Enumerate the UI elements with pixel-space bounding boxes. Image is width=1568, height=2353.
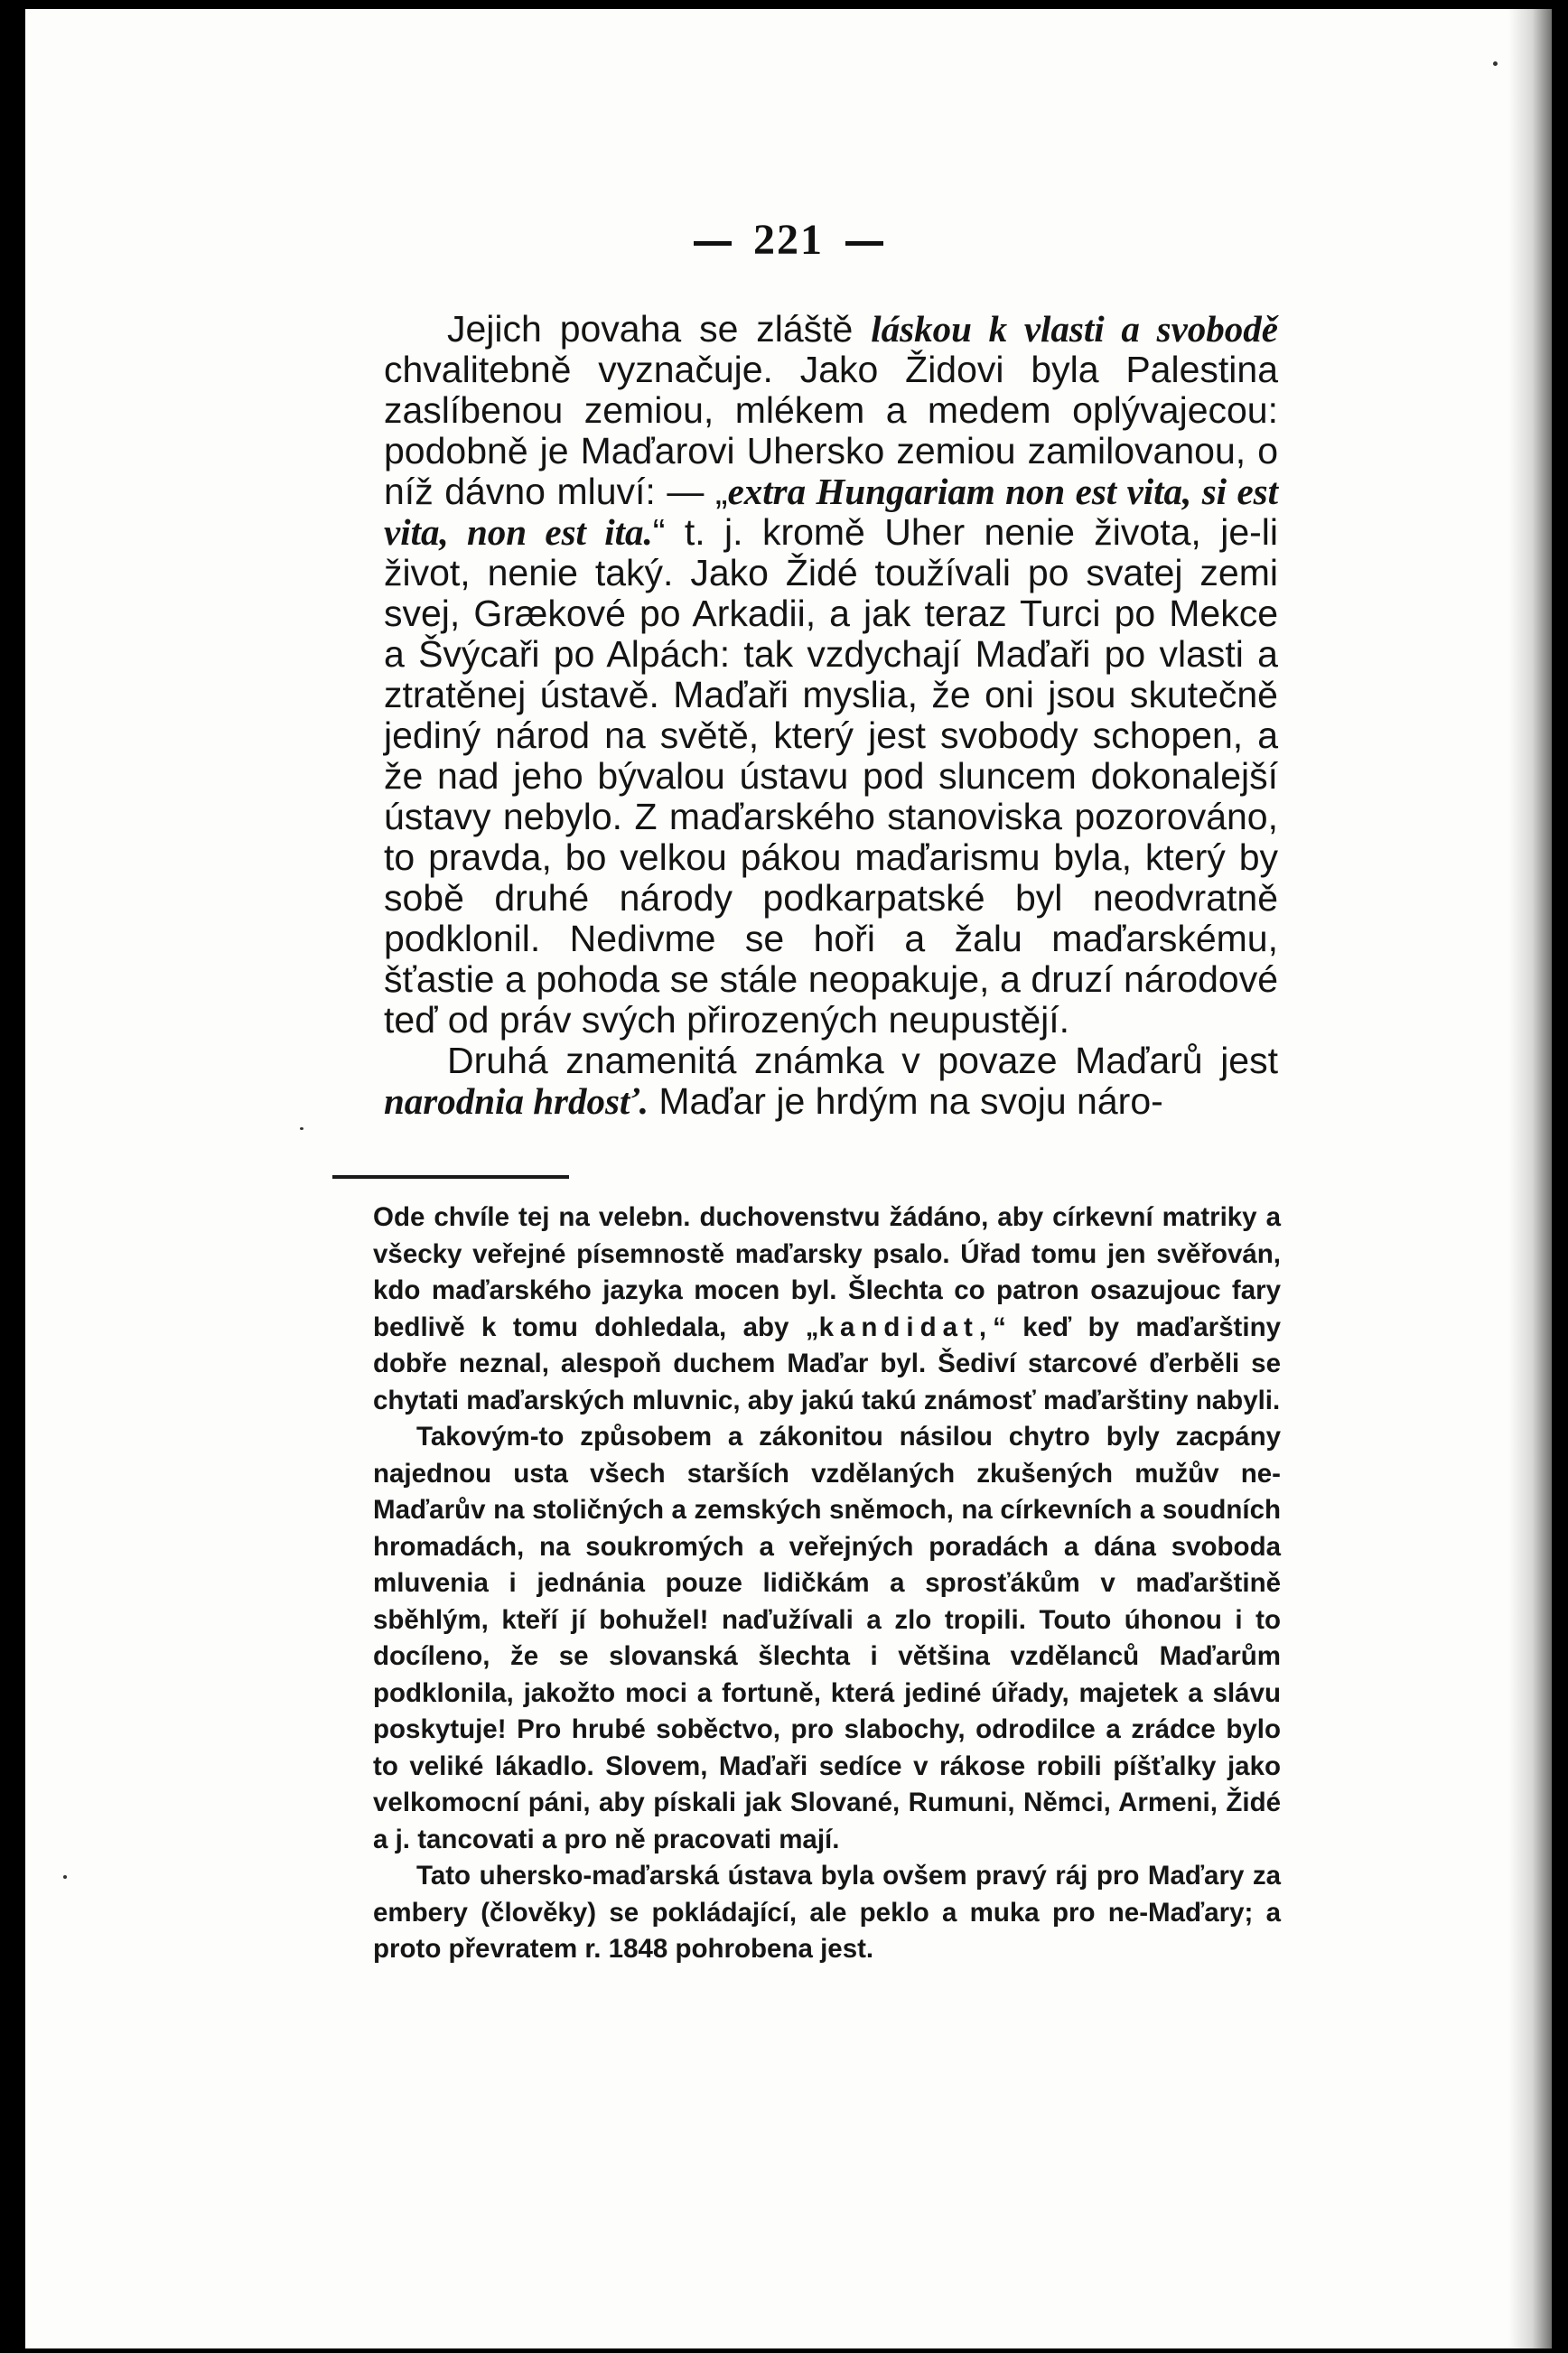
footnote-1-text-1: Ode chvíle tej na velebn. duchovenstvu žádáno, aby církevní matriky a všecky veřejné písemnostě maďarsky psalo. Úřad tomu jen svěřován, kdo maďarského jazyka mocen byl. Šlechta co patron osazujouc fary bedlivě k tomu dohledala, aby „ [373,1202,1281,1342]
p1-emphasis-1: láskou k vlasti a svobodě [871,308,1278,350]
p1-text-1: Jejich povaha se zláště [447,308,872,350]
p1-text-3: “ t. j. kromě Uher nenie života, je-li život, nenie taký. Jako Židé toužívali po svatej zemi svej, Grækové po Arkadii, a jak teraz Turci po Mekce a Švýcaři po Alpách: tak vzdychají Maďaři po vlasti a ztratěnej ústavě. Maďaři myslia, že oni jsou skutečně jediný národ na světě, který jest svobody schopen, a že nad jeho bývalou ústavu pod sluncem dokonalejší ústavy nebylo. Z maďarského stanoviska pozorováno, to pravda, bo velkou pákou maďarismu byla, který by sobě druhé národy podkarpatské byl neodvratně podklonil. Nedivme se hoři a žalu maďarskému, šťastie a pohoda se stále neopakuje, a druzí národové teď od práv svých přirozených neupustějí. [384,511,1278,1041]
footnote-2: Takovým-to způsobem a zákonitou násilou chytro byly zacpány najednou usta všech starších vzdělaných zkušených mužův ne-Maďarův na stoličných a zemských sněmoch, na církevních a soudních hromadách, na soukromých a veřejných poradách a dána svoboda mluvenia i jednánia pouze lidičkám a sprosťákům v maďarštině sběhlým, kteří jí bohužel! naďužívali a zlo tropili. Touto úhonou i to docíleno, že se slovanská šlechta i většina vzdělanců Maďarům podklonila, jakožto moci a fortuně, která jediné úřady, majetek a slávu poskytuje! Pro hrubé soběctvo, pro slabochy, odrodilce a zrádce bylo to veliké lákadlo. Slovem, Maďaři sedíce v rákose robili píšťalky jako velkomocní páni, aby pískali jak Slované, Rumuni, Němci, Armeni, Židé a j. tancovati a pro ně pracovati mají. [373,1422,1281,1854]
p1-latin-quote: extra Hungariam non est vita, si est vita, non est ita. [384,471,1278,553]
main-text [384,309,1278,1122]
paragraph-2 [384,1041,1278,1122]
footnote-3: Tato uhersko-maďarská ústava byla ovšem pravý ráj pro Maďary za embery (člověky) se pokládající, ale peklo a muka pro ne-Maďary; a proto převratem r. 1848 pohrobena jest. [373,1861,1281,1964]
footnote-1-spaced-word: kandidat, [818,1312,994,1342]
book-page [25,9,1552,2348]
page-number [25,215,1552,265]
p1-text-2: chvalitebně vyznačuje. Jako Židovi byla Palestina zaslíbenou zemiou, mlékem a medem oplývajecou: podobně je Maďarovi Uhersko zemiou zamilovanou, o níž dávno mluví: — „ [384,349,1278,512]
page-number-dash-left [694,241,732,246]
footnote-1-text-2: “ keď by maďarštiny dobře neznal, alespoň duchem Maďar byl. Šediví starcové ďerběli se chytati maďarských mluvnic, aby jakú takú známosť maďarštiny nabyli. [373,1312,1281,1415]
scan-speck [300,1127,303,1130]
page-number-dash-right [845,241,883,246]
paragraph-1 [384,309,1278,1041]
scan-speck [63,1875,67,1879]
page-edge-shadow [1508,9,1552,2348]
footnote-rule [332,1175,569,1179]
footnotes [373,1200,1281,1968]
p2-emphasis: narodnia hrdosť. [384,1080,649,1122]
footnote-1 [373,1200,1281,1419]
p2-text-1: Druhá znamenitá známka v povaze Maďarů jest [447,1040,1278,1081]
p2-text-2: Maďar je hrdým na svoju náro- [648,1080,1163,1122]
scan-speck [1493,61,1498,66]
page-number-value: 221 [753,216,824,264]
